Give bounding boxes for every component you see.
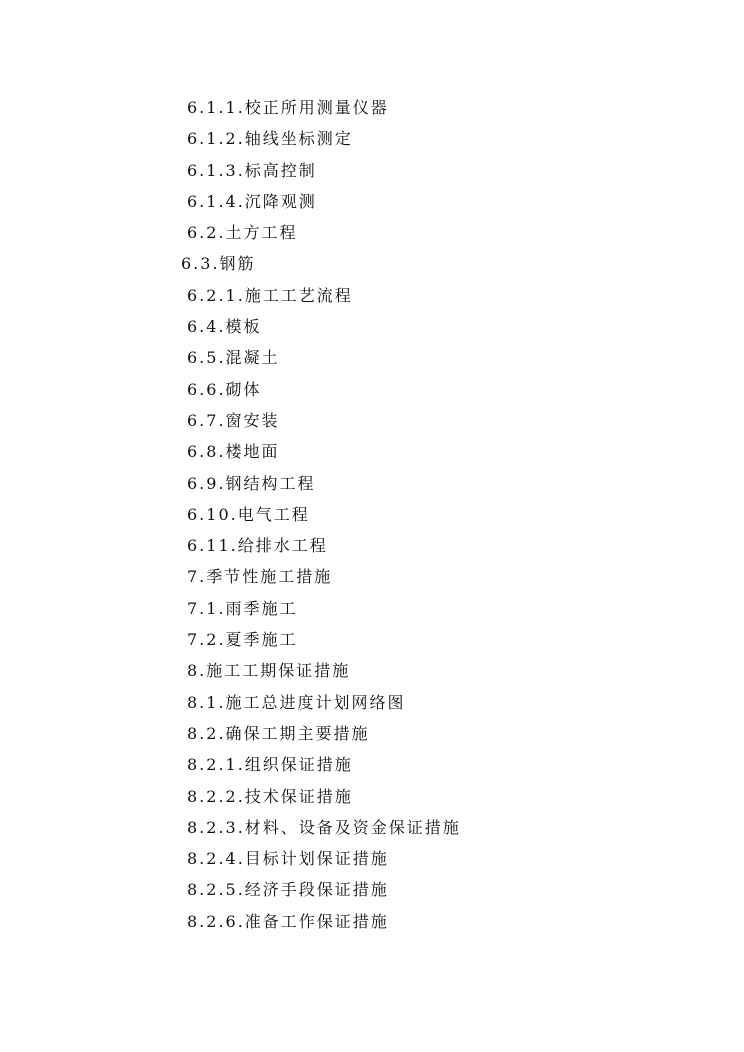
toc-entry: 8.2.确保工期主要措施: [187, 723, 370, 743]
toc-entry: 6.4.模板: [187, 317, 262, 337]
toc-entry: 6.2.土方工程: [187, 223, 298, 243]
toc-entry: 6.9.钢结构工程: [187, 473, 316, 493]
toc-entry: 6.1.3.标高控制: [187, 160, 317, 180]
toc-entry: 6.1.1.校正所用测量仪器: [187, 98, 389, 117]
toc-entry: 6.7.窗安装: [187, 410, 280, 430]
toc-entry: 6.1.2.轴线坐标测定: [187, 129, 353, 149]
toc-entry: 8.2.6.准备工作保证措施: [187, 911, 389, 931]
toc-entry: 8.施工工期保证措施: [187, 661, 351, 681]
toc-entry: 8.2.4.目标计划保证措施: [187, 849, 389, 869]
toc-entry: 8.1.施工总进度计划网络图: [187, 692, 406, 712]
toc-entry: 8.2.5.经济手段保证措施: [187, 880, 389, 900]
table-of-contents: [0, 92, 744, 937]
toc-entry: 6.3.钢筋: [181, 254, 256, 274]
toc-entry: 7.2.夏季施工: [187, 630, 298, 650]
toc-entry: 8.2.2.技术保证措施: [187, 786, 353, 806]
toc-entry: 6.8.楼地面: [187, 442, 280, 462]
toc-entry: 6.2.1.施工工艺流程: [187, 285, 353, 305]
toc-entry: 8.2.1.组织保证措施: [187, 755, 353, 775]
toc-entry: 7.1.雨季施工: [187, 598, 298, 618]
toc-entry: 6.11.给排水工程: [187, 536, 328, 556]
toc-entry: 6.5.混凝土: [187, 348, 280, 368]
toc-entry: 7.季节性施工措施: [187, 567, 333, 587]
toc-entry: 6.6.砌体: [187, 379, 262, 399]
toc-entry: 6.1.4.沉降观测: [187, 191, 317, 211]
toc-entry: 6.10.电气工程: [187, 504, 310, 524]
toc-entry: 8.2.3.材料、设备及资金保证措施: [187, 817, 461, 837]
